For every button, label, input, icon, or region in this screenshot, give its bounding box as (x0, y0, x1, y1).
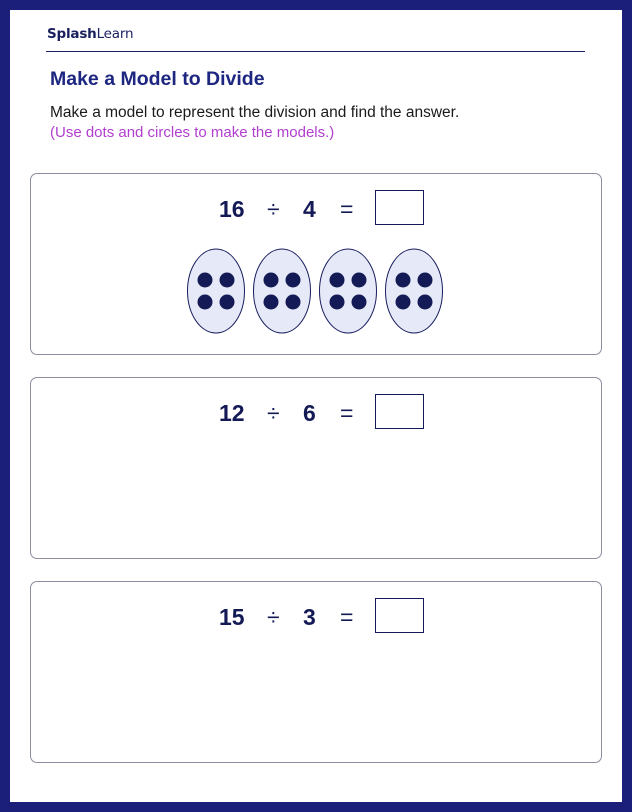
group-circle (386, 249, 443, 333)
dividend: 15 (219, 604, 245, 630)
model-dot (396, 273, 411, 288)
model-dot (198, 295, 213, 310)
model-dot (264, 295, 279, 310)
problem-card-2 (30, 377, 602, 559)
divide-sign: ÷ (267, 196, 280, 222)
model-dot (220, 295, 235, 310)
divide-sign: ÷ (267, 400, 280, 426)
hint-text: (Use dots and circles to make the models.) (50, 124, 335, 141)
divisor: 4 (303, 196, 316, 222)
dividend: 12 (219, 400, 245, 426)
model-dot (418, 273, 433, 288)
worksheet-title: Make a Model to Divide (50, 68, 265, 90)
model-dot (330, 295, 345, 310)
model-dot (264, 273, 279, 288)
model-dot (286, 273, 301, 288)
dividend: 16 (219, 196, 245, 222)
header-divider (46, 51, 585, 52)
equals-sign: = (340, 400, 354, 426)
splashlearn-logo: SplashLearn (47, 26, 134, 42)
instruction-text: Make a model to represent the division and find the answer. (50, 104, 460, 121)
equals-sign: = (340, 604, 354, 630)
divide-sign: ÷ (267, 604, 280, 630)
divisor: 3 (303, 604, 316, 630)
problem-card-3 (30, 581, 602, 763)
model-dot (220, 273, 235, 288)
group-circle (254, 249, 311, 333)
divisor: 6 (303, 400, 316, 426)
answer-box[interactable] (375, 598, 424, 633)
answer-box[interactable] (375, 394, 424, 429)
worksheet (10, 10, 622, 802)
model-dot (198, 273, 213, 288)
model-dot (352, 273, 367, 288)
problem-card-1 (30, 173, 602, 355)
model-dot (352, 295, 367, 310)
model-dot (396, 295, 411, 310)
model-dot (286, 295, 301, 310)
division-model (31, 174, 601, 354)
group-circle (320, 249, 377, 333)
equals-sign: = (340, 196, 354, 222)
model-dot (418, 295, 433, 310)
model-dot (330, 273, 345, 288)
division-equation (31, 598, 601, 636)
group-circle (188, 249, 245, 333)
division-equation (31, 394, 601, 432)
